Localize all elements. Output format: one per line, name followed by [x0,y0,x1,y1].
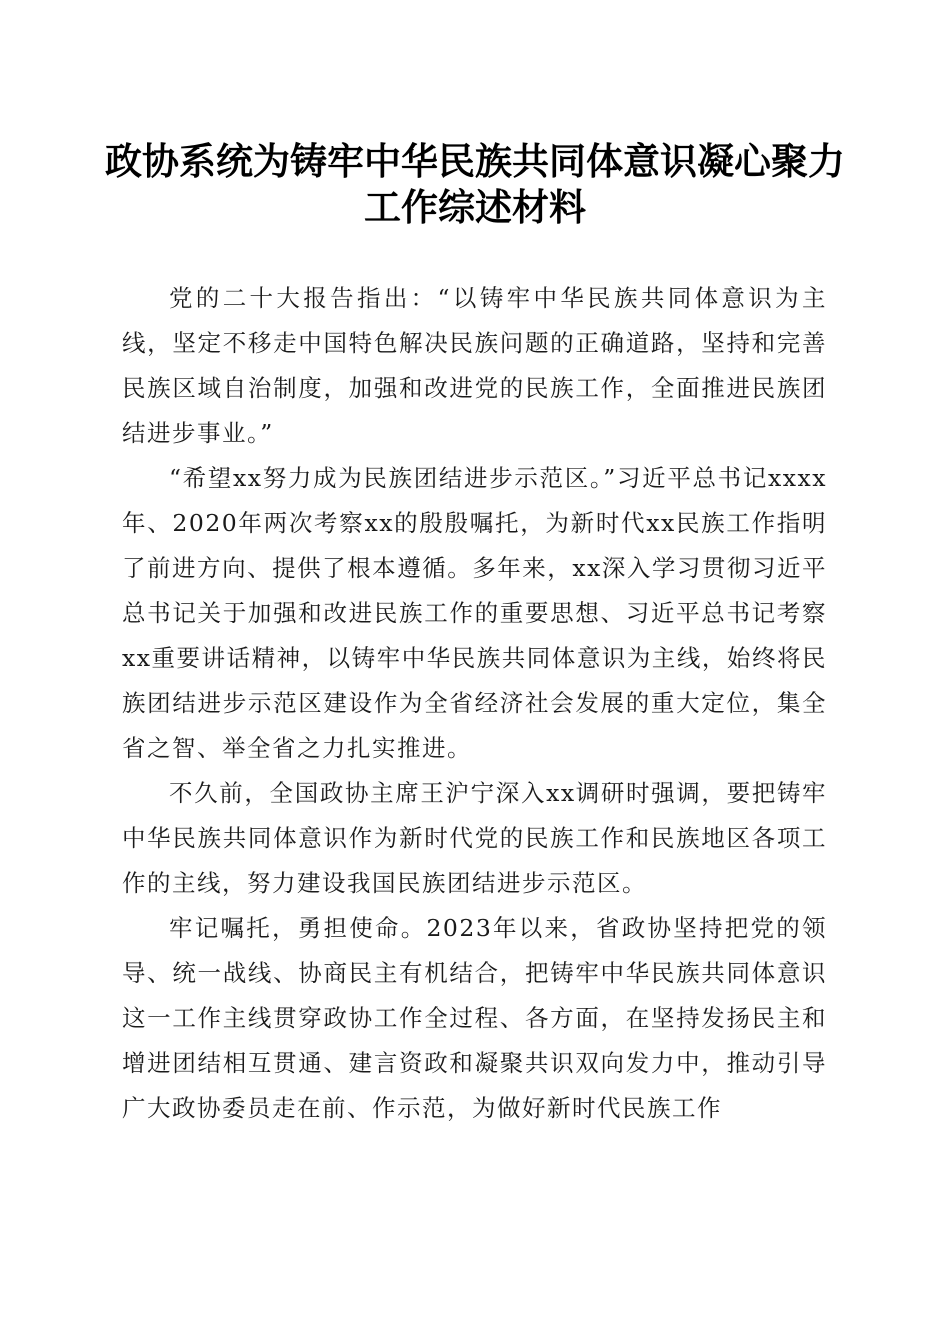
document-title-line-1: 政协系统为铸牢中华民族共同体意识凝心聚力 [105,139,845,183]
body-paragraph-4: 牢记嘱托，勇担使命。2023年以来，省政协坚持把党的领导、统一战线、协商民主有机结合，把铸牢中华民族共同体意识这一工作主线贯穿政协工作全过程、各方面，在坚持发扬民主和增进团结相互贯通、建言资政和凝聚共识双向发力中，推动引导广大政协委员走在前、作示范，为做好新时代民族工作 [122,914,827,1122]
document-body [122,276,827,1131]
document-title-line-2: 工作综述材料 [364,185,586,229]
body-paragraph-1: 党的二十大报告指出：“以铸牢中华民族共同体意识为主线，坚定不移走中国特色解决民族问题的正确道路，坚持和完善民族区域自治制度，加强和改进党的民族工作，全面推进民族团结进步事业。” [122,284,827,447]
body-paragraph-3: 不久前，全国政协主席王沪宁深入xx调研时强调，要把铸牢中华民族共同体意识作为新时代党的民族工作和民族地区各项工作的主线，努力建设我国民族团结进步示范区。 [122,779,827,897]
body-paragraph-2: “希望xx努力成为民族团结进步示范区。”习近平总书记xxxx年、2020年两次考察xx的殷殷嘱托，为新时代xx民族工作指明了前进方向、提供了根本遵循。多年来，xx深入学习贯彻习近平总书记关于加强和改进民族工作的重要思想、习近平总书记考察xx重要讲话精神，以铸牢中华民族共同体意识为主线，始终将民族团结进步示范区建设作为全省经济社会发展的重大定位，集全省之智、举全省之力扎实推进。 [122,464,827,762]
